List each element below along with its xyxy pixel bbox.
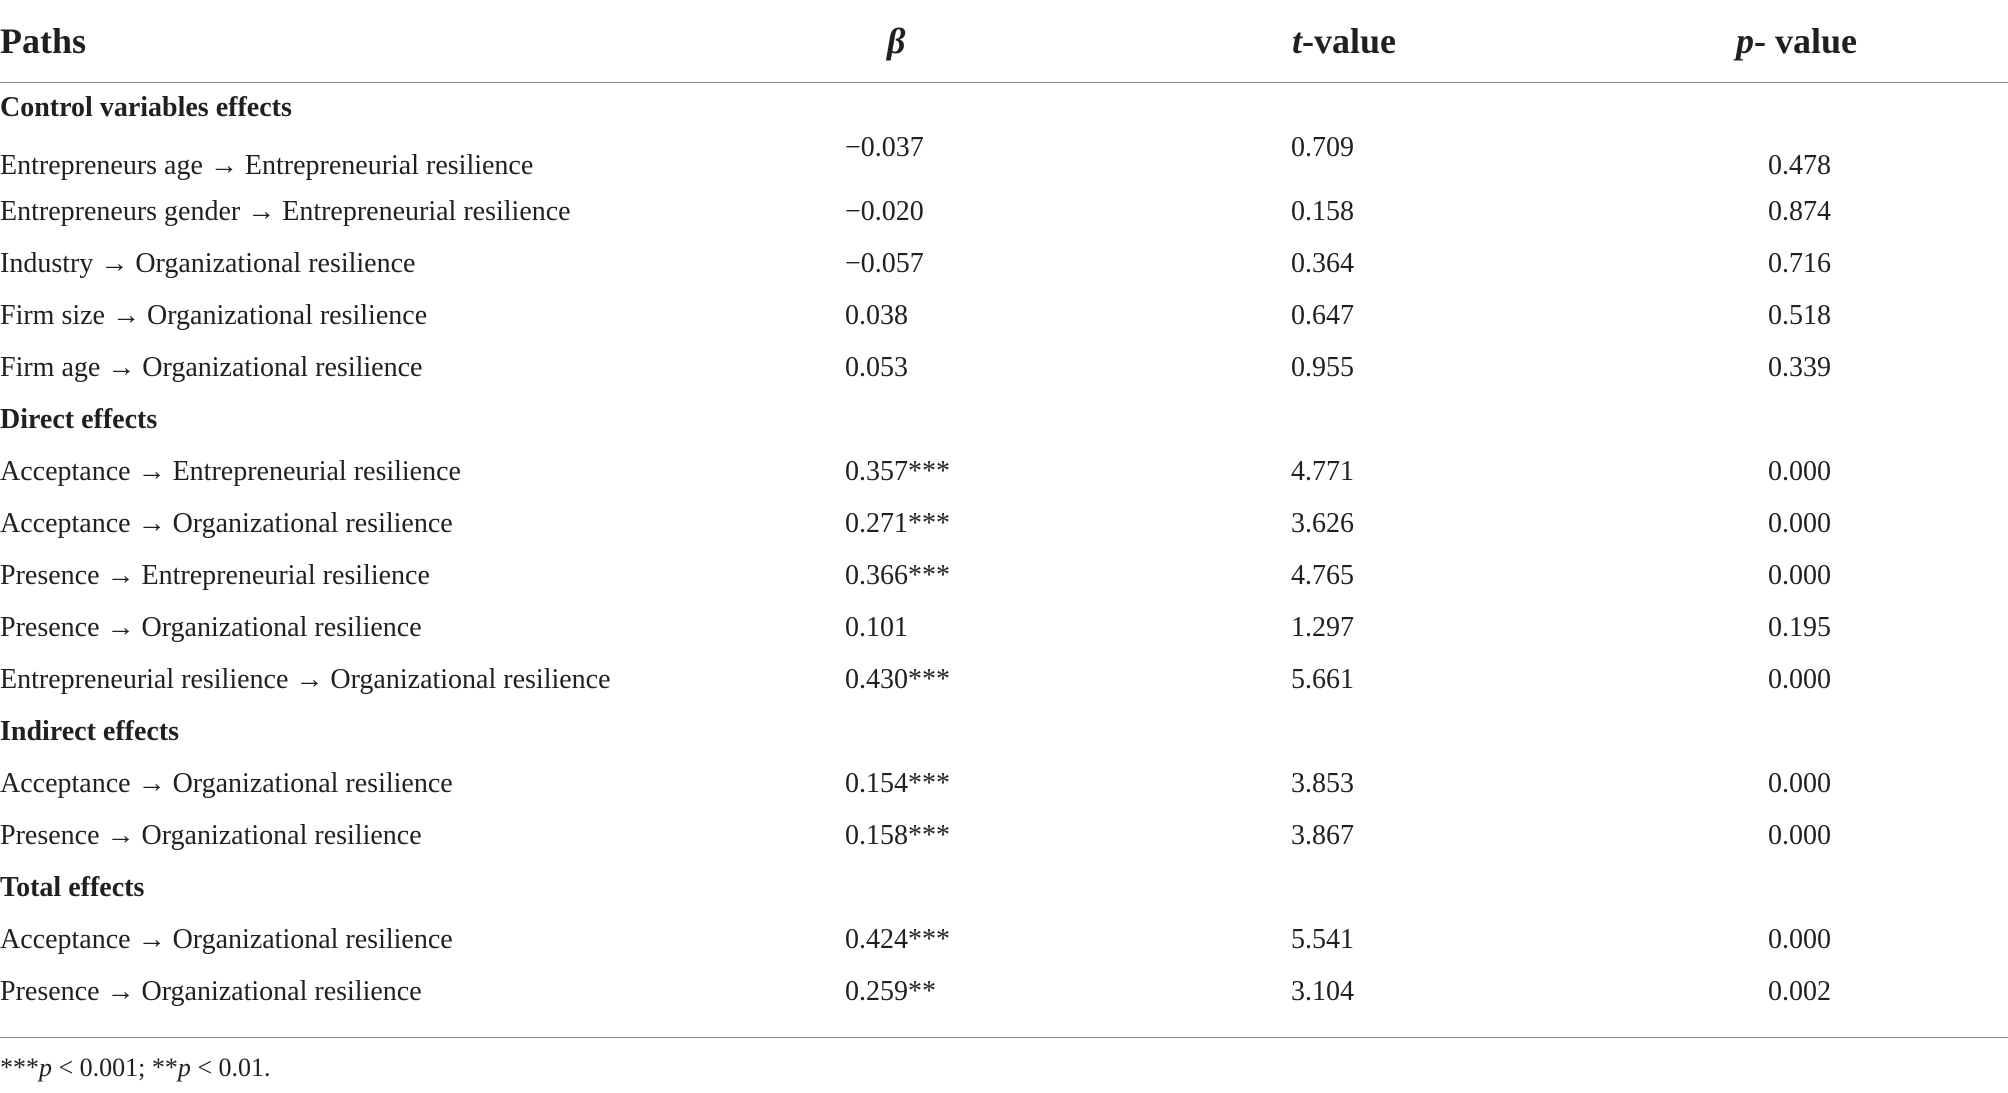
section-row (0, 394, 2008, 446)
p-value-cell: 0.716 (1768, 248, 1831, 279)
table-row (0, 134, 2008, 186)
path-cell: Entrepreneurs age → Entrepreneurial resilience (0, 150, 534, 181)
path-cell: Firm age → Organizational resilience (0, 352, 423, 383)
section-label: Total effects (0, 872, 145, 903)
p-value-cell: 0.000 (1768, 456, 1831, 487)
beta-cell: 0.366*** (845, 560, 950, 591)
beta-cell: 0.038 (845, 300, 908, 331)
beta-cell: −0.057 (845, 248, 924, 279)
section-row (0, 82, 2008, 134)
beta-cell: 0.154*** (845, 768, 950, 799)
section-label: Direct effects (0, 404, 158, 435)
table-row (0, 446, 2008, 498)
path-cell: Presence → Entrepreneurial resilience (0, 560, 430, 591)
table-row (0, 810, 2008, 862)
beta-cell: 0.053 (845, 352, 908, 383)
beta-cell: −0.037 (845, 132, 924, 163)
header-beta: β (887, 21, 906, 61)
table-row (0, 602, 2008, 654)
beta-cell: 0.357*** (845, 456, 950, 487)
p-value-cell: 0.339 (1768, 352, 1831, 383)
t-value-cell: 0.647 (1291, 300, 1354, 331)
header-p-value (1736, 0, 1857, 82)
t-value-cell: 0.709 (1291, 132, 1354, 163)
header-t-suffix: -value (1302, 21, 1397, 61)
path-cell: Presence → Organizational resilience (0, 820, 422, 851)
p-value-cell: 0.000 (1768, 768, 1831, 799)
p-value-cell: 0.000 (1768, 820, 1831, 851)
beta-cell: 0.271*** (845, 508, 950, 539)
path-cell: Presence → Organizational resilience (0, 612, 422, 643)
section-label: Control variables effects (0, 92, 292, 123)
path-cell: Acceptance → Entrepreneurial resilience (0, 456, 461, 487)
p-value-cell: 0.874 (1768, 196, 1831, 227)
section-row (0, 706, 2008, 758)
section-row (0, 862, 2008, 914)
beta-cell: 0.259** (845, 976, 936, 1007)
footnote-stars-1: *** (0, 1053, 39, 1082)
p-value-cell: 0.195 (1768, 612, 1831, 643)
table-row (0, 342, 2008, 394)
path-cell: Presence → Organizational resilience (0, 976, 422, 1007)
path-cell: Acceptance → Organizational resilience (0, 508, 453, 539)
table-row (0, 290, 2008, 342)
path-cell: Entrepreneurs gender → Entrepreneurial resilience (0, 196, 571, 227)
table-row (0, 758, 2008, 810)
t-value-cell: 3.867 (1291, 820, 1354, 851)
table-row (0, 914, 2008, 966)
table-row (0, 186, 2008, 238)
section-label: Indirect effects (0, 716, 180, 747)
path-cell: Acceptance → Organizational resilience (0, 768, 453, 799)
t-value-cell: 3.626 (1291, 508, 1354, 539)
footnote-threshold-2: < 0.01. (190, 1053, 271, 1082)
beta-cell: 0.101 (845, 612, 908, 643)
t-value-cell: 0.364 (1291, 248, 1354, 279)
footnote (0, 1048, 271, 1088)
footnote-threshold-1: < 0.001; ** (52, 1053, 178, 1082)
path-cell: Entrepreneurial resilience → Organizational resilience (0, 664, 611, 695)
path-cell: Industry → Organizational resilience (0, 248, 416, 279)
t-value-cell: 0.158 (1291, 196, 1354, 227)
table-row (0, 238, 2008, 290)
t-value-cell: 1.297 (1291, 612, 1354, 643)
bottom-rule (0, 1037, 2008, 1038)
header-p-symbol: p (1736, 21, 1754, 61)
t-value-cell: 3.853 (1291, 768, 1354, 799)
p-value-cell: 0.000 (1768, 664, 1831, 695)
footnote-p-2: p (177, 1053, 191, 1082)
table-row (0, 966, 2008, 1018)
t-value-cell: 4.765 (1291, 560, 1354, 591)
table-row (0, 550, 2008, 602)
p-value-cell: 0.000 (1768, 924, 1831, 955)
t-value-cell: 5.541 (1291, 924, 1354, 955)
p-value-cell: 0.000 (1768, 508, 1831, 539)
header-t-value (1292, 0, 1396, 82)
t-value-cell: 5.661 (1291, 664, 1354, 695)
header-p-suffix: - value (1754, 21, 1857, 61)
header-t-symbol: t (1292, 21, 1303, 61)
table-row (0, 654, 2008, 706)
p-value-cell: 0.000 (1768, 560, 1831, 591)
t-value-cell: 3.104 (1291, 976, 1354, 1007)
header-paths: Paths (0, 21, 87, 61)
p-value-cell: 0.518 (1768, 300, 1831, 331)
path-cell: Firm size → Organizational resilience (0, 300, 428, 331)
beta-cell: 0.158*** (845, 820, 950, 851)
t-value-cell: 4.771 (1291, 456, 1354, 487)
p-value-cell: 0.002 (1768, 976, 1831, 1007)
beta-cell: 0.430*** (845, 664, 950, 695)
footnote-p-1: p (39, 1053, 52, 1082)
beta-cell: 0.424*** (845, 924, 950, 955)
path-cell: Acceptance → Organizational resilience (0, 924, 453, 955)
table-row (0, 498, 2008, 550)
beta-cell: −0.020 (845, 196, 924, 227)
t-value-cell: 0.955 (1291, 352, 1354, 383)
p-value-cell: 0.478 (1768, 150, 1831, 181)
